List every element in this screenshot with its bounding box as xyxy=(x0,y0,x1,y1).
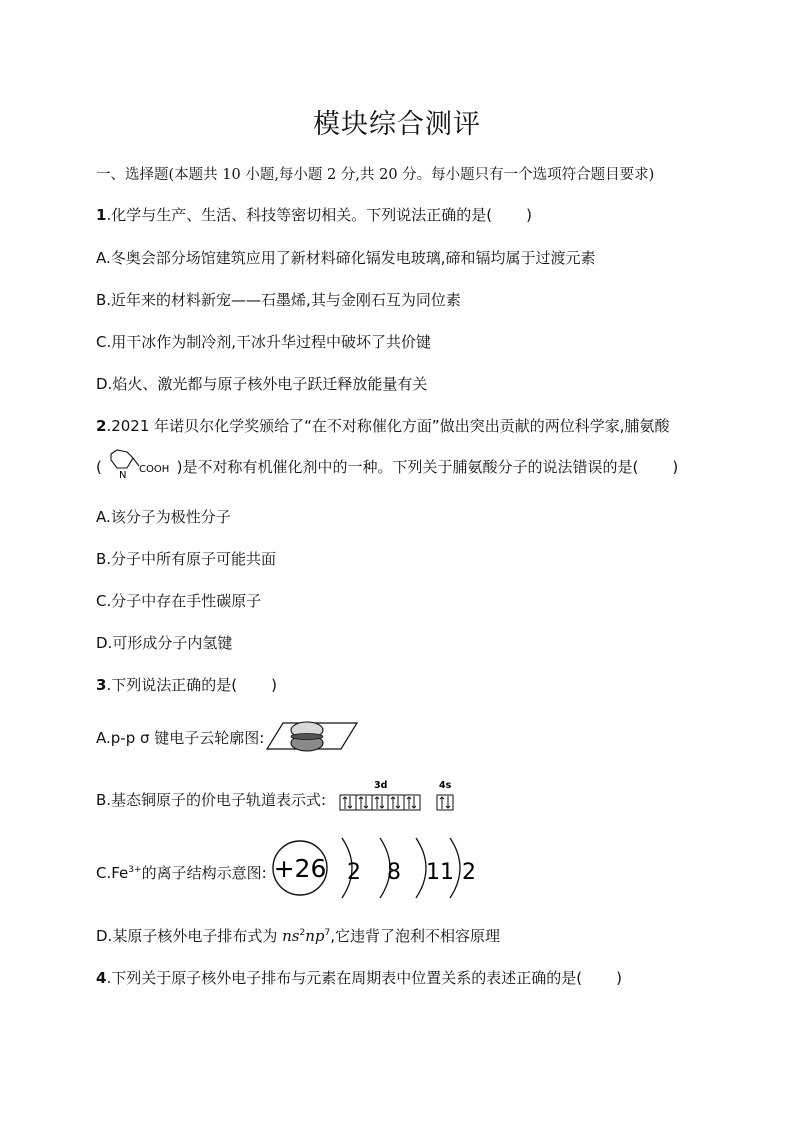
option-c xyxy=(96,862,267,883)
fe-charge: 3+ xyxy=(128,865,142,875)
option-a: A.该分子为极性分子 xyxy=(96,508,231,526)
option-d: D.焰火、激光都与原子核外电子跃迁释放能量有关 xyxy=(96,375,428,393)
shell-electrons-1: 2 xyxy=(347,860,361,885)
proline-structure xyxy=(107,448,177,482)
option-d xyxy=(96,925,500,946)
question-text: .下列说法正确的是( xyxy=(106,676,238,694)
question-number: 3 xyxy=(96,676,107,694)
question-4-stem xyxy=(96,967,622,988)
question-text: )是不对称有机催化剂中的一种。下列关于脯氨酸分子的说法错误的是( xyxy=(176,458,639,476)
question-text: .化学与生产、生活、科技等密切相关。下列说法正确的是( xyxy=(106,206,493,224)
option-c: C.用干冰作为制冷剂,干冰升华过程中破坏了共价键 xyxy=(96,333,432,351)
question-1-stem xyxy=(96,204,532,225)
option-text: D.某原子核外电子排布式为 xyxy=(96,927,283,945)
question-number: 1 xyxy=(96,206,107,224)
answer-paren-close: ) xyxy=(616,969,622,987)
question-2-stem xyxy=(96,415,669,436)
copper-orbital-diagram xyxy=(338,778,458,812)
shell-electrons-4: 2 xyxy=(462,860,476,885)
section-heading: 一、选择题(本题共 10 小题,每小题 2 分,共 20 分。每小题只有一个选项符合题目要求) xyxy=(96,167,655,183)
config-np-exp: 7 xyxy=(324,928,331,938)
option-a: A.冬奥会部分场馆建筑应用了新材料碲化镉发电玻璃,碲和镉均属于过渡元素 xyxy=(96,249,596,267)
page-title: 模块综合测评 xyxy=(313,109,481,140)
config-np: np xyxy=(305,927,325,945)
question-text: .2021 年诺贝尔化学奖颁给了“在不对称催化方面”做出突出贡献的两位科学家,脯氨酸 xyxy=(106,417,670,435)
option-a: A.p-p σ 键电子云轮廓图: xyxy=(96,729,265,747)
option-b: B.基态铜原子的价电子轨道表示式: xyxy=(96,791,327,809)
answer-paren-close: ) xyxy=(526,206,532,224)
label-3d: 3d xyxy=(374,780,388,791)
fe-symbol: C.Fe xyxy=(96,864,129,882)
answer-paren-close: ) xyxy=(672,458,679,476)
structure-n-label: N xyxy=(118,470,127,481)
option-b: B.分子中所有原子可能共面 xyxy=(96,550,277,568)
answer-paren-close: ) xyxy=(271,676,277,694)
structure-cooh-label: COOH xyxy=(138,464,169,475)
shell-electrons-3: 11 xyxy=(426,860,454,885)
shell-electrons-2: 8 xyxy=(387,860,401,885)
option-text-end: ,它违背了泡利不相容原理 xyxy=(330,927,500,945)
option-text: 的离子结构示意图: xyxy=(141,864,267,882)
option-c: C.分子中存在手性碳原子 xyxy=(96,592,262,610)
label-4s: 4s xyxy=(439,780,452,791)
question-text: .下列关于原子核外电子排布与元素在周期表中位置关系的表述正确的是( xyxy=(106,969,583,987)
question-2-stem-line2 xyxy=(96,448,678,482)
paren-open: ( xyxy=(96,458,102,476)
question-number: 4 xyxy=(96,969,107,987)
question-3-stem xyxy=(96,674,277,695)
nucleus-charge: +26 xyxy=(273,854,327,883)
config-ns: ns xyxy=(282,927,300,945)
option-d: D.可形成分子内氢键 xyxy=(96,634,233,652)
question-number: 2 xyxy=(96,417,107,435)
ion-structure-diagram xyxy=(270,832,485,902)
sigma-bond-cloud-diagram xyxy=(265,719,360,753)
option-b: B.近年来的材料新宠——石墨烯,其与金刚石互为同位素 xyxy=(96,291,461,309)
config-ns-exp: 2 xyxy=(299,928,306,938)
